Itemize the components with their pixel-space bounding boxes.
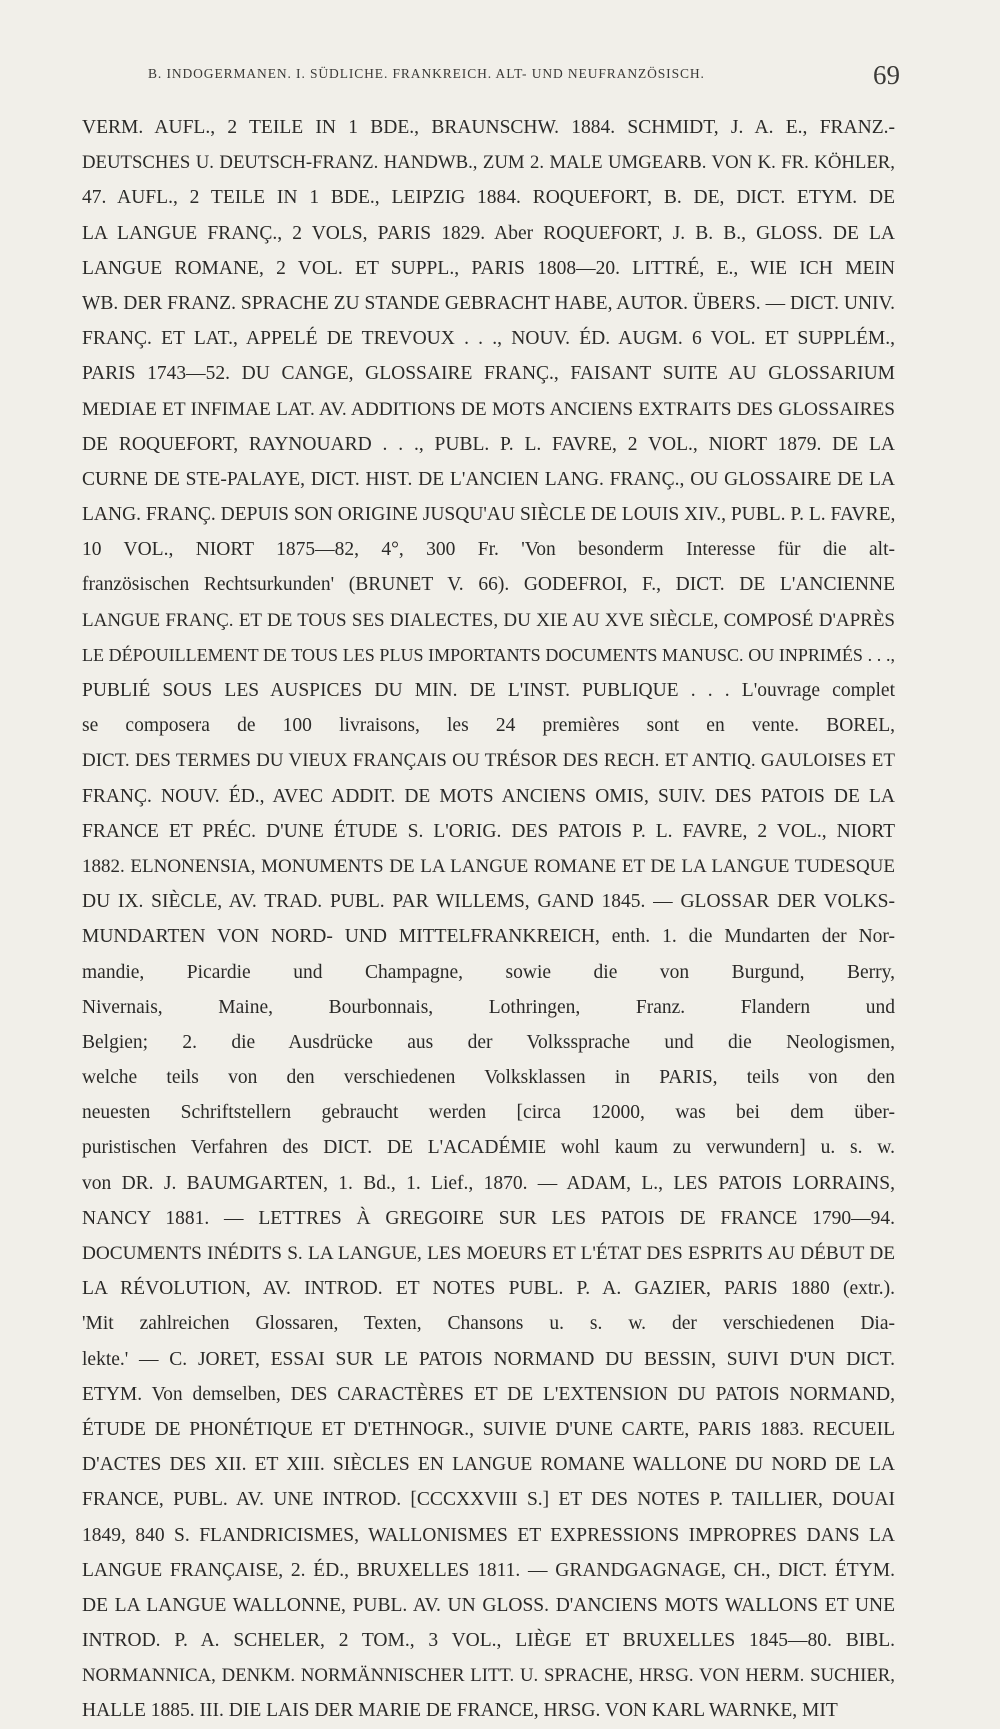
- text-line: mandie, Picardie und Champagne, sowie die von Burgund, Berry,: [82, 961, 895, 983]
- text-line: 47. AUFL., 2 TEILE IN 1 BDE., LEIPZIG 1884. ROQUEFORT, B. DE, DICT. ETYM. DE: [82, 187, 895, 209]
- text-line: LANG. FRANÇ. DEPUIS SON ORIGINE JUSQU'AU SIÈCLE DE LOUIS XIV., PUBL. P. L. FAVRE,: [82, 504, 895, 526]
- text-line: puristischen Verfahren des DICT. DE L'ACADÉMIE wohl kaum zu verwundern] u. s. w.: [82, 1137, 895, 1159]
- text-line: LANGUE FRANÇAISE, 2. ÉD., BRUXELLES 1811. — GRANDGAGNAGE, CH., DICT. ÉTYM.: [82, 1559, 895, 1581]
- text-line: DICT. DES TERMES DU VIEUX FRANÇAIS OU TRÉSOR DES RECH. ET ANTIQ. GAULOISES ET: [82, 750, 895, 772]
- text-line: VERM. AUFL., 2 TEILE IN 1 BDE., BRAUNSCHW. 1884. SCHMIDT, J. A. E., FRANZ.-: [82, 117, 895, 138]
- page-number: 69: [873, 60, 900, 90]
- text-line: CURNE DE STE-PALAYE, DICT. HIST. DE L'ANCIEN LANG. FRANÇ., OU GLOSSAIRE DE LA: [82, 468, 895, 490]
- text-line: MUNDARTEN VON NORD- UND MITTELFRANKREICH, enth. 1. die Mundarten der Nor-: [82, 926, 895, 948]
- text-line: HALLE 1885. III. DIE LAIS DER MARIE DE FRANCE, HRSG. VON KARL WARNKE, MIT: [82, 1700, 838, 1722]
- text-line: ÉTUDE DE PHONÉTIQUE ET D'ETHNOGR., SUIVIE D'UNE CARTE, PARIS 1883. RECUEIL: [82, 1418, 895, 1440]
- text-line: NANCY 1881. — LETTRES À GREGOIRE SUR LES PATOIS DE FRANCE 1790—94.: [82, 1207, 895, 1229]
- text-line: ETYM. Von demselben, DES CARACTÈRES ET DE L'EXTENSION DU PATOIS NORMAND,: [82, 1383, 895, 1405]
- text-line: se composera de 100 livraisons, les 24 premières sont en vente. BOREL,: [82, 715, 895, 737]
- text-line: INTROD. P. A. SCHELER, 2 TOM., 3 VOL., LIÈGE ET BRUXELLES 1845—80. BIBL.: [82, 1630, 895, 1652]
- text-line: 10 VOL., NIORT 1875—82, 4°, 300 Fr. 'Von besonderm Interesse für die alt-: [82, 539, 895, 561]
- text-line: FRANCE ET PRÉC. D'UNE ÉTUDE S. L'ORIG. DES PATOIS P. L. FAVRE, 2 VOL., NIORT: [82, 820, 895, 842]
- text-line: LANGUE ROMANE, 2 VOL. ET SUPPL., PARIS 1808—20. LITTRÉ, E., WIE ICH MEIN: [82, 257, 895, 279]
- text-line: 1849, 840 S. FLANDRICISMES, WALLONISMES ET EXPRESSIONS IMPROPRES DANS LA: [82, 1524, 895, 1546]
- running-head: B. INDOGERMANEN. I. SÜDLICHE. FRANKREICH. ALT- UND NEUFRANZÖSISCH.: [148, 66, 705, 81]
- text-line: lekte.' — C. JORET, ESSAI SUR LE PATOIS NORMAND DU BESSIN, SUIVI D'UN DICT.: [82, 1348, 895, 1370]
- text-line: 1882. ELNONENSIA, MONUMENTS DE LA LANGUE ROMANE ET DE LA LANGUE TUDESQUE: [82, 855, 895, 877]
- text-line: D'ACTES DES XII. ET XIII. SIÈCLES EN LANGUE ROMANE WALLONE DU NORD DE LA: [82, 1454, 895, 1476]
- text-line: 'Mit zahlreichen Glossaren, Texten, Chansons u. s. w. der verschiedenen Dia-: [82, 1313, 895, 1335]
- text-line: DU IX. SIÈCLE, AV. TRAD. PUBL. PAR WILLEMS, GAND 1845. — GLOSSAR DER VOLKS-: [82, 891, 895, 913]
- text-line: NORMANNICA, DENKM. NORMÄNNISCHER LITT. U. SPRACHE, HRSG. VON HERM. SUCHIER,: [82, 1665, 895, 1687]
- text-line: welche teils von den verschiedenen Volksklassen in PARIS, teils von den: [82, 1067, 895, 1089]
- text-line: LANGUE FRANÇ. ET DE TOUS SES DIALECTES, DU XIE AU XVE SIÈCLE, COMPOSÉ D'APRÈS: [82, 609, 895, 631]
- text-line: Nivernais, Maine, Bourbonnais, Lothringen, Franz. Flandern und: [82, 996, 895, 1018]
- text-line: MEDIAE ET INFIMAE LAT. AV. ADDITIONS DE MOTS ANCIENS EXTRAITS DES GLOSSAIRES: [82, 398, 895, 420]
- text-line: DE LA LANGUE WALLONNE, PUBL. AV. UN GLOSS. D'ANCIENS MOTS WALLONS ET UNE: [82, 1594, 895, 1616]
- text-line: französischen Rechtsurkunden' (BRUNET V. 66). GODEFROI, F., DICT. DE L'ANCIENNE: [82, 574, 895, 596]
- text-line: FRANCE, PUBL. AV. UNE INTROD. [CCCXXVIII S.] ET DES NOTES P. TAILLIER, DOUAI: [82, 1489, 895, 1511]
- text-line: neuesten Schriftstellern gebraucht werden [circa 12000, was bei dem über-: [82, 1102, 895, 1124]
- text-line: Belgien; 2. die Ausdrücke aus der Volkssprache und die Neologismen,: [82, 1031, 895, 1053]
- text-line: DE ROQUEFORT, RAYNOUARD . . ., PUBL. P. L. FAVRE, 2 VOL., NIORT 1879. DE LA: [82, 433, 895, 455]
- text-line: LE DÉPOUILLEMENT DE TOUS LES PLUS IMPORTANTS DOCUMENTS MANUSC. OU INPRIMÉS . . .,: [82, 644, 895, 665]
- text-line: WB. DER FRANZ. SPRACHE ZU STANDE GEBRACHT HABE, AUTOR. ÜBERS. — DICT. UNIV.: [82, 292, 895, 314]
- text-line: von DR. J. BAUMGARTEN, 1. Bd., 1. Lief., 1870. — ADAM, L., LES PATOIS LORRAINS,: [82, 1172, 895, 1194]
- body-text: [82, 110, 895, 1729]
- text-line: PARIS 1743—52. DU CANGE, GLOSSAIRE FRANÇ., FAISANT SUITE AU GLOSSARIUM: [82, 363, 895, 385]
- text-line: PUBLIÉ SOUS LES AUSPICES DU MIN. DE L'INST. PUBLIQUE . . . L'ouvrage complet: [82, 680, 895, 701]
- text-line: LA LANGUE FRANÇ., 2 VOLS, PARIS 1829. Aber ROQUEFORT, J. B. B., GLOSS. DE LA: [82, 222, 895, 244]
- text-line: DOCUMENTS INÉDITS S. LA LANGUE, LES MOEURS ET L'ÉTAT DES ESPRITS AU DÉBUT DE: [82, 1243, 895, 1264]
- text-line: DEUTSCHES U. DEUTSCH-FRANZ. HANDWB., ZUM 2. MALE UMGEARB. VON K. FR. KÖHLER,: [82, 152, 895, 174]
- text-line: FRANÇ. ET LAT., APPELÉ DE TREVOUX . . ., NOUV. ÉD. AUGM. 6 VOL. ET SUPPLÉM.,: [82, 328, 895, 350]
- text-line: LA RÉVOLUTION, AV. INTROD. ET NOTES PUBL. P. A. GAZIER, PARIS 1880 (extr.).: [82, 1278, 895, 1300]
- text-line: FRANÇ. NOUV. ÉD., AVEC ADDIT. DE MOTS ANCIENS OMIS, SUIV. DES PATOIS DE LA: [82, 785, 895, 807]
